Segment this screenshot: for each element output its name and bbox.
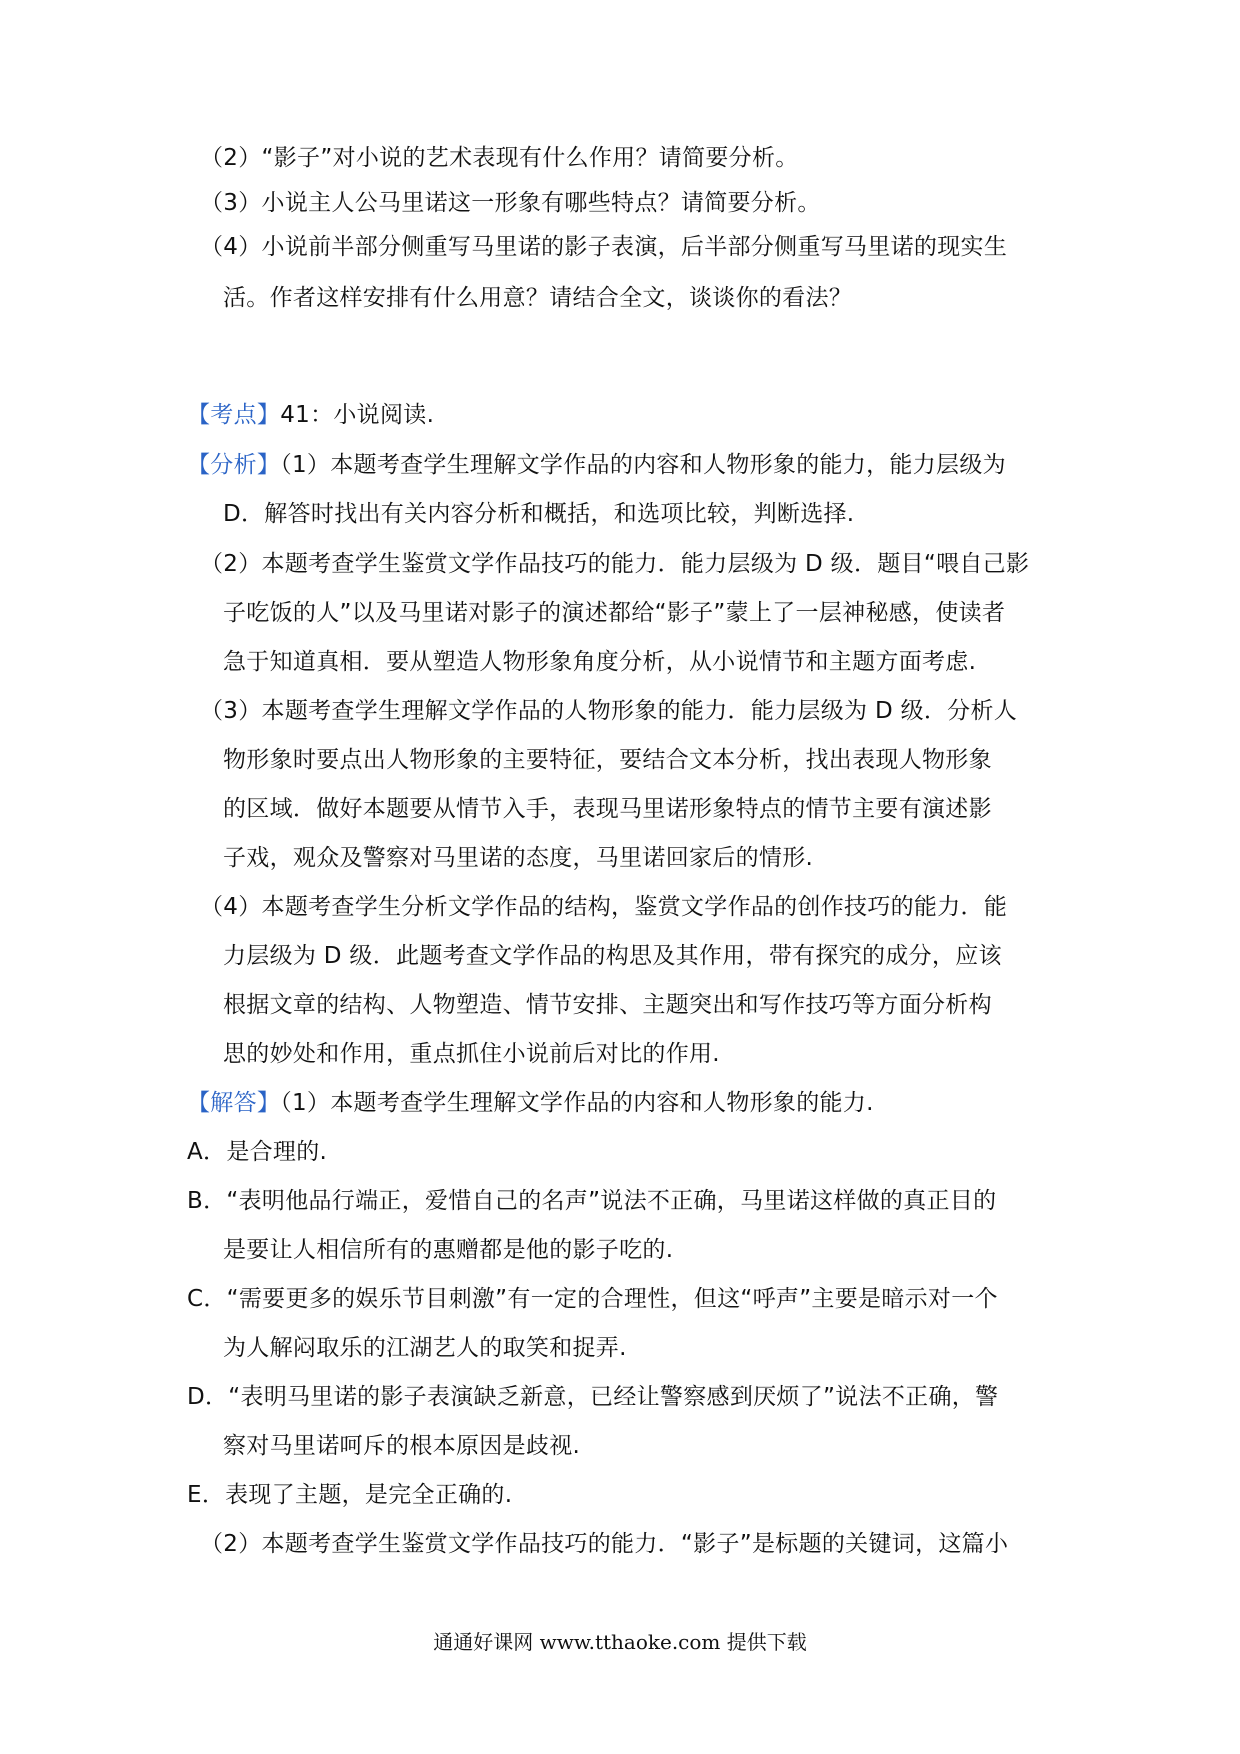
question-2: （2）“影子”对小说的艺术表现有什么作用？请简要分析。 (200, 145, 799, 171)
jieda-tag: 【解答】 (187, 1090, 281, 1116)
option-a: A．是合理的. (187, 1139, 328, 1165)
jieda-p1: （1）本题考查学生理解文学作品的内容和人物形象的能力. (280, 1090, 874, 1116)
page-footer: 通通好课网 www.tthaoke.com 提供下载 (433, 1630, 807, 1654)
option-d-line-2: 察对马里诺呵斥的根本原因是歧视. (223, 1433, 581, 1459)
fenxi-p3-line-4: 子戏，观众及警察对马里诺的态度，马里诺回家后的情形. (223, 845, 814, 871)
option-c-line-2: 为人解闷取乐的江湖艺人的取笑和捉弄. (223, 1335, 627, 1361)
option-e: E．表现了主题，是完全正确的. (187, 1482, 513, 1508)
kaodian-text: 41：小说阅读. (280, 402, 435, 428)
jieda-p2: （2）本题考查学生鉴赏文学作品技巧的能力．“影子”是标题的关键词，这篇小 (200, 1531, 1009, 1557)
fenxi-p2-line-3: 急于知道真相．要从塑造人物形象角度分析，从小说情节和主题方面考虑. (223, 649, 977, 675)
question-4-line-2: 活。作者这样安排有什么用意？请结合全文，谈谈你的看法？ (223, 285, 853, 311)
fenxi-p2-line-1: （2）本题考查学生鉴赏文学作品技巧的能力．能力层级为 D 级．题目“喂自己影 (200, 551, 1030, 577)
fenxi-p3-line-2: 物形象时要点出人物形象的主要特征，要结合文本分析，找出表现人物形象 (223, 747, 992, 773)
fenxi-p3-line-3: 的区域．做好本题要从情节入手，表现马里诺形象特点的情节主要有演述影 (223, 796, 992, 822)
option-d-line-1: D．“表明马里诺的影子表演缺乏新意，已经让警察感到厌烦了”说法不正确，警 (187, 1384, 999, 1410)
fenxi-p2-line-2: 子吃饭的人”以及马里诺对影子的演述都给“影子”蒙上了一层神秘感，使读者 (223, 600, 1006, 626)
option-b-line-1: B．“表明他品行端正，爱惜自己的名声”说法不正确，马里诺这样做的真正目的 (187, 1188, 997, 1214)
fenxi-p1-line-2: D．解答时找出有关内容分析和概括，和选项比较，判断选择. (223, 501, 855, 527)
fenxi-p1-line-1: （1）本题考查学生理解文学作品的内容和人物形象的能力，能力层级为 (280, 452, 1006, 478)
fenxi-p4-line-4: 思的妙处和作用，重点抓住小说前后对比的作用. (223, 1041, 720, 1067)
question-4-line-1: （4）小说前半部分侧重写马里诺的影子表演，后半部分侧重写马里诺的现实生 (200, 234, 1008, 260)
option-b-line-2: 是要让人相信所有的惠赠都是他的影子吃的. (223, 1237, 674, 1263)
fenxi-section-line-1 (187, 449, 1006, 481)
question-3: （3）小说主人公马里诺这一形象有哪些特点？请简要分析。 (200, 190, 821, 216)
fenxi-p3-line-1: （3）本题考查学生理解文学作品的人物形象的能力．能力层级为 D 级．分析人 (200, 698, 1018, 724)
option-c-line-1: C．“需要更多的娱乐节目刺激”有一定的合理性，但这“呼声”主要是暗示对一个 (187, 1286, 998, 1312)
jieda-section-line-1 (187, 1087, 874, 1119)
kaodian-tag: 【考点】 (187, 402, 281, 428)
fenxi-tag: 【分析】 (187, 452, 281, 478)
fenxi-p4-line-2: 力层级为 D 级．此题考查文学作品的构思及其作用，带有探究的成分，应该 (223, 943, 1002, 969)
kaodian-section (187, 399, 434, 431)
fenxi-p4-line-1: （4）本题考查学生分析文学作品的结构，鉴赏文学作品的创作技巧的能力．能 (200, 894, 1008, 920)
fenxi-p4-line-3: 根据文章的结构、人物塑造、情节安排、主题突出和写作技巧等方面分析构 (223, 992, 992, 1018)
